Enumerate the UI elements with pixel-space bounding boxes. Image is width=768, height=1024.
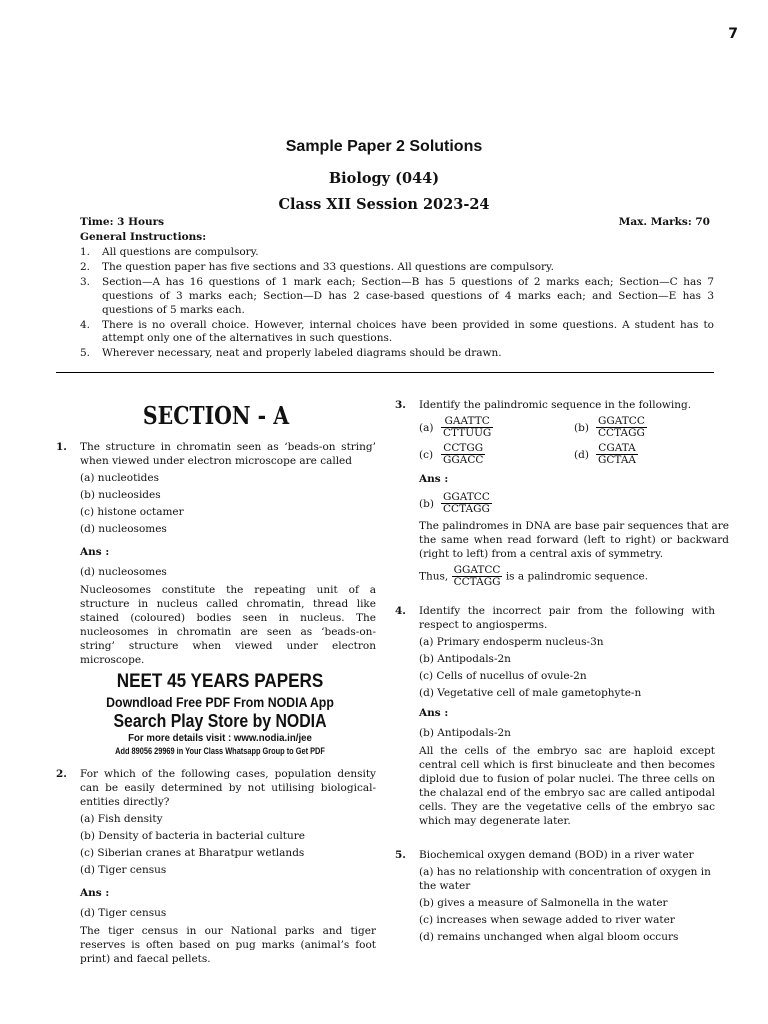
max-marks-label: Max. Marks: 70 — [618, 216, 710, 228]
option — [419, 443, 574, 466]
instruction-text: Wherever necessary, neat and properly labeled diagrams should be drawn. — [102, 347, 502, 360]
question-5 — [395, 848, 715, 947]
option — [574, 416, 729, 439]
option: (c) histone octamer — [80, 506, 184, 518]
instruction-item — [80, 319, 714, 347]
instruction-text: The question paper has five sections and 33 questions. All questions are compulsory. — [102, 260, 554, 273]
paper-title: Sample Paper 2 Solutions — [285, 138, 483, 155]
question-stem: Identify the incorrect pair from the following with respect to angiosperms. — [419, 605, 715, 631]
option-label: (b) — [574, 421, 589, 434]
sequence-fraction — [596, 443, 638, 466]
page-marker: 7 — [728, 26, 738, 42]
option: (c) increases when sewage added to river water — [419, 914, 675, 926]
header-divider — [56, 372, 714, 373]
answer-explanation: All the cells of the embryo sac are haploid except central cell which is first binucleate and then becomes diploid due to fusion of polar nuclei. The three cells on the chalazal end of the embryo sac are called antipodal cells. They are the vegetative cells of the embryo sac which may degenerate later. — [419, 745, 715, 827]
instruction-number: 4. — [80, 318, 91, 331]
option: (a) Fish density — [80, 813, 163, 825]
conclusion-prefix: Thus, — [419, 570, 449, 583]
option-label: (d) — [574, 448, 589, 461]
promo-line: Downdload Free PDF From NODIA App — [106, 694, 334, 710]
sequence-top: GGATCC — [453, 564, 501, 576]
fraction-options — [419, 416, 729, 466]
option: (a) has no relationship with concentration of oxygen in the water — [419, 866, 711, 892]
question-stem: Identify the palindromic sequence in the following. — [419, 399, 692, 411]
option — [574, 443, 729, 466]
option: (b) nucleosides — [80, 489, 161, 501]
promo-banner — [70, 671, 370, 757]
instruction-text: All questions are compulsory. — [102, 246, 259, 258]
question-stem: Biochemical oxygen demand (BOD) in a river water — [419, 849, 694, 861]
instruction-text: There is no overall choice. However, internal choices have been provided in some questions. A student has to attempt only one of the alternatives in such questions. — [102, 318, 714, 345]
option: (a) nucleotides — [80, 472, 159, 484]
question-1 — [56, 440, 376, 539]
sequence-fraction — [441, 492, 492, 515]
sequence-fraction — [596, 416, 647, 439]
option: (d) remains unchanged when algal bloom occurs — [419, 931, 679, 943]
answer-text — [419, 492, 729, 515]
question-number: 1. — [56, 441, 67, 453]
sequence-top: GGATCC — [443, 491, 490, 503]
question-3 — [395, 398, 729, 588]
option: (c) Siberian cranes at Bharatpur wetlands — [80, 847, 305, 859]
conclusion-suffix: is a palindromic sequence. — [505, 570, 649, 583]
left-column — [56, 398, 376, 966]
option: (a) Primary endosperm nucleus-3n — [419, 636, 604, 648]
instruction-number: 1. — [80, 246, 91, 258]
class-session: Class XII Session 2023-24 — [278, 196, 490, 213]
sequence-top: GGATCC — [598, 415, 645, 427]
sequence-bottom: GCTAA — [598, 454, 637, 466]
sequence-fraction — [441, 416, 493, 439]
answer-label: Ans : — [419, 473, 449, 485]
option: (b) Density of bacteria in bacterial culture — [80, 830, 306, 842]
promo-link[interactable]: For more details visit : www.nodia.in/jee — [128, 732, 312, 744]
question-stem: The structure in chromatin seen as ‘beads-on string’ when viewed under electron microscope are called — [80, 441, 376, 467]
promo-line: Add 89056 29969 in Your Class Whatsapp Group to Get PDF — [115, 746, 325, 756]
sequence-bottom: CCTAGG — [598, 427, 645, 439]
option: (d) Tiger census — [80, 864, 167, 876]
question-number: 4. — [395, 605, 406, 617]
option: (c) Cells of nucellus of ovule-2n — [419, 670, 587, 682]
sequence-fraction — [441, 443, 485, 466]
answer-label: Ans : — [80, 887, 110, 899]
instruction-number: 2. — [80, 260, 91, 273]
sequence-bottom: CCTAGG — [453, 576, 501, 588]
question-2 — [56, 767, 376, 880]
option: (d) Vegetative cell of male gametophyte-n — [419, 687, 642, 699]
answer-text: (b) Antipodals-2n — [419, 727, 511, 739]
promo-line: Search Play Store by NODIA — [113, 711, 327, 731]
instruction-item — [80, 261, 714, 275]
instruction-item — [80, 347, 714, 361]
instructions-title: General Instructions: — [80, 231, 207, 243]
sequence-top: CGATA — [596, 443, 638, 455]
question-number: 2. — [56, 768, 67, 780]
question-number: 3. — [395, 399, 406, 411]
option-label: (c) — [419, 448, 434, 461]
instruction-text: Section—A has 16 questions of 1 mark each; Section—B has 5 questions of 2 marks each; Section—C has 7 questions of 3 marks each; Section—D has 2 case-based questions of 4 marks each; and Section—E has 3 questions of 5 marks each. — [102, 275, 714, 316]
instructions-list — [80, 246, 714, 362]
option: (b) Antipodals-2n — [419, 653, 511, 665]
question-stem: For which of the following cases, population density can be easily determined by not utilising biological-entities directly? — [80, 768, 376, 808]
sequence-top: GAATTC — [441, 416, 493, 428]
right-column — [395, 398, 729, 947]
section-heading: SECTION - A — [142, 401, 290, 430]
answer-conclusion — [419, 565, 729, 588]
time-label: Time: 3 Hours — [80, 216, 165, 228]
option-label: (a) — [419, 421, 434, 434]
answer-label: Ans : — [419, 707, 449, 719]
option — [419, 416, 574, 439]
sequence-bottom: CTTUUG — [443, 427, 492, 439]
option: (d) nucleosomes — [80, 523, 167, 535]
instruction-item — [80, 246, 714, 260]
subject-title: Biology (044) — [328, 170, 440, 187]
answer-text: (d) nucleosomes — [80, 566, 167, 578]
answer-label: Ans : — [80, 546, 110, 558]
sequence-fraction — [452, 565, 503, 588]
sequence-bottom: GGACC — [443, 454, 484, 466]
instruction-item — [80, 276, 714, 317]
option: (b) gives a measure of Salmonella in the water — [419, 897, 668, 909]
answer-explanation: The palindromes in DNA are base pair sequences that are the same when read forward (left to right) or backward (right to left) from a central axis of symmetry. — [419, 520, 729, 560]
answer-text: (d) Tiger census — [80, 907, 167, 919]
instruction-number: 3. — [80, 275, 91, 288]
option-label: (b) — [419, 497, 434, 510]
sequence-top: CCTGG — [441, 443, 485, 455]
question-4 — [395, 604, 715, 828]
promo-line: NEET 45 YEARS PAPERS — [116, 671, 324, 692]
answer-explanation: Nucleosomes constitute the repeating unit of a structure in nucleus called chromatin, thread like stained (coloured) bodies seen in nucleus. The nucleosomes in chromatin are seen as ‘beads-on-string’ structure when viewed under electron microscope. — [80, 584, 376, 666]
question-number: 5. — [395, 849, 406, 861]
instruction-number: 5. — [80, 347, 91, 360]
answer-explanation: The tiger census in our National parks and tiger reserves is often based on pug marks (animal’s foot print) and faecal pellets. — [80, 925, 376, 965]
sequence-bottom: CCTAGG — [443, 503, 490, 515]
